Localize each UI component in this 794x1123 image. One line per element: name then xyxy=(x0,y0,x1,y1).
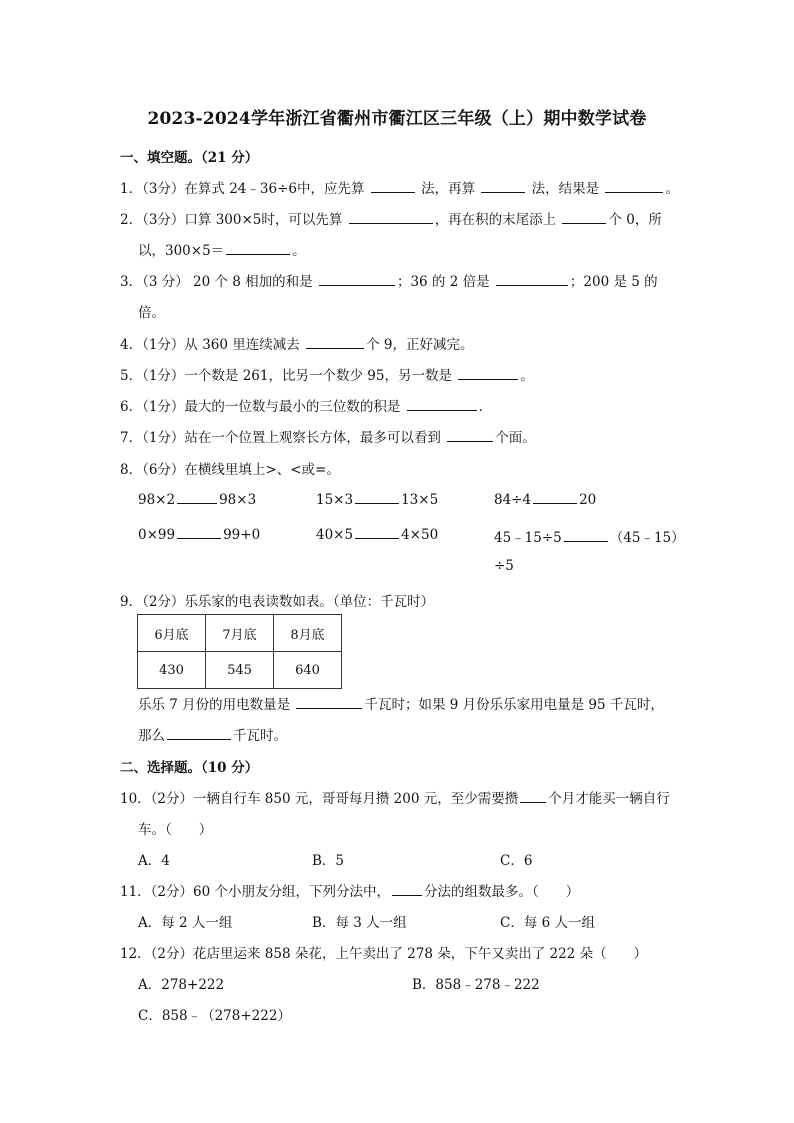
answer-blank[interactable] xyxy=(458,367,518,380)
q2-text-b: ，再在积的末尾添上 xyxy=(434,212,557,228)
comparison-right: 99+0 xyxy=(223,527,261,543)
comparison-right: 13×5 xyxy=(401,492,439,508)
q2-text-e: 。 xyxy=(292,243,306,259)
q10-text-a: 10．（2分）一辆自行车 850 元，哥哥每月攒 200 元，至少需要攒 xyxy=(120,791,519,807)
answer-blank[interactable] xyxy=(371,180,415,193)
question-4 xyxy=(120,333,473,353)
option-c[interactable]: C．858﹣（278+222） xyxy=(138,1008,291,1024)
table-header-cell: 8月底 xyxy=(274,615,342,652)
answer-blank[interactable] xyxy=(562,211,606,224)
option-b[interactable]: B．858﹣278﹣222 xyxy=(412,977,540,993)
comparison-continued: ÷5 xyxy=(494,558,514,574)
comparison-right: 98×3 xyxy=(219,492,257,508)
comparison-item xyxy=(138,491,256,508)
comparison-right: （45﹣15） xyxy=(609,530,685,546)
answer-blank[interactable] xyxy=(447,429,493,442)
q2-text-d: 以，300×5＝ xyxy=(138,243,225,259)
q11-text-b: 分法的组数最多。（ ） xyxy=(424,884,580,900)
question-2 xyxy=(120,208,662,228)
question-12: 12．（2分）花店里运来 858 朵花，上午卖出了 278 朵，下午又卖出了 222 朵（ ） xyxy=(120,946,648,962)
question-11 xyxy=(120,880,579,900)
question-10 xyxy=(120,787,670,807)
comparison-left: 40×5 xyxy=(316,527,354,543)
q11-text-a: 11．（2分）60 个小朋友分组，下列分法中， xyxy=(120,884,390,900)
answer-blank[interactable] xyxy=(481,180,525,193)
q9-text-c: 千瓦时；如果 9 月份乐乐家用电量是 95 千瓦时， xyxy=(364,697,664,713)
comparison-item xyxy=(494,491,596,508)
option-b[interactable]: B．5 xyxy=(312,853,345,869)
comparison-right: 20 xyxy=(579,492,597,508)
table-cell: 430 xyxy=(138,652,206,689)
section-choice-header: 二、选择题。（10 分） xyxy=(120,760,259,776)
option-a[interactable]: A．278+222 xyxy=(138,977,225,993)
table-header-cell: 6月底 xyxy=(138,615,206,652)
answer-blank[interactable] xyxy=(177,526,221,539)
answer-blank[interactable] xyxy=(306,336,364,349)
q9-text-e: 千瓦时。 xyxy=(233,728,287,744)
q3-text-a: 3．（3 分） 20 个 8 相加的和是 xyxy=(120,274,313,290)
question-10-continued: 车。（ ） xyxy=(138,822,213,838)
section-fill-in-header: 一、填空题。（21 分） xyxy=(120,150,259,166)
answer-blank[interactable] xyxy=(296,696,362,709)
question-1 xyxy=(120,177,679,197)
q9-text-b: 乐乐 7 月份的用电数量是 xyxy=(138,697,291,713)
q2-text-a: 2．（3分）口算 300×5时，可以先算 xyxy=(120,212,343,228)
table-header-row xyxy=(138,615,342,652)
answer-blank[interactable] xyxy=(392,883,422,896)
q2-text-c: 个 0，所 xyxy=(608,212,662,228)
question-6 xyxy=(120,395,492,415)
option-c[interactable]: C．每 6 人一组 xyxy=(500,915,596,931)
q4-text-b: 个 9，正好减完。 xyxy=(366,337,474,353)
meter-reading-table xyxy=(137,614,342,689)
question-5 xyxy=(120,364,534,384)
q7-text-a: 7．（1分）站在一个位置上观察长方体，最多可以看到 xyxy=(120,430,441,446)
question-3 xyxy=(120,270,658,290)
q3-text-b: ；36 的 2 倍是 xyxy=(396,274,490,290)
comparison-item xyxy=(316,526,438,543)
q1-text-a: 1．（3分）在算式 24﹣36÷6中，应先算 xyxy=(120,181,365,197)
q5-text-a: 5．（1分）一个数是 261，比另一个数少 95，另一数是 xyxy=(120,368,452,384)
comparison-left: 0×99 xyxy=(138,527,176,543)
comparison-item xyxy=(494,526,685,546)
answer-blank[interactable] xyxy=(177,491,217,504)
answer-blank[interactable] xyxy=(533,491,577,504)
answer-blank[interactable] xyxy=(226,242,290,255)
answer-blank[interactable] xyxy=(349,211,433,224)
question-7 xyxy=(120,426,536,446)
comparison-left: 98×2 xyxy=(138,492,176,508)
option-c[interactable]: C．6 xyxy=(500,853,533,869)
q5-text-b: 。 xyxy=(520,368,534,384)
q4-text-a: 4．（1分）从 360 里连续减去 xyxy=(120,337,300,353)
table-cell: 545 xyxy=(206,652,274,689)
question-8: 8．（6分）在横线里填上>、<或=。 xyxy=(120,462,340,478)
answer-blank[interactable] xyxy=(407,398,477,411)
question-2-continued xyxy=(138,239,306,259)
comparison-left: 45﹣15÷5 xyxy=(494,530,562,546)
question-9-continued xyxy=(138,693,664,713)
table-cell: 640 xyxy=(274,652,342,689)
q10-text-b: 个月才能买一辆自行 xyxy=(548,791,670,807)
q1-text-c: 法，结果是 xyxy=(531,181,600,197)
comparison-left: 15×3 xyxy=(316,492,354,508)
answer-blank[interactable] xyxy=(564,529,608,542)
option-b[interactable]: B．每 3 人一组 xyxy=(312,915,407,931)
question-3-continued: 倍。 xyxy=(138,305,165,321)
exam-title: 2023-2024学年浙江省衢州市衢江区三年级（上）期中数学试卷 xyxy=(147,109,647,129)
answer-blank[interactable] xyxy=(355,526,399,539)
comparison-left: 84÷4 xyxy=(494,492,532,508)
q3-text-c: ；200 是 5 的 xyxy=(569,274,658,290)
option-a[interactable]: A．4 xyxy=(138,853,170,869)
q6-text-b: ． xyxy=(478,399,493,415)
q1-text-d: 。 xyxy=(665,181,679,197)
q6-text-a: 6．（1分）最大的一位数与最小的三位数的积是 xyxy=(120,399,401,415)
q1-text-b: 法，再算 xyxy=(421,181,476,197)
comparison-right: 4×50 xyxy=(401,527,439,543)
answer-blank[interactable] xyxy=(319,273,395,286)
answer-blank[interactable] xyxy=(496,273,568,286)
question-9-continued-2 xyxy=(138,724,287,744)
question-9: 9．（2分）乐乐家的电表读数如表。（单位：千瓦时） xyxy=(120,594,435,610)
comparison-item xyxy=(138,526,260,543)
table-header-cell: 7月底 xyxy=(206,615,274,652)
q7-text-b: 个面。 xyxy=(495,430,536,446)
answer-blank[interactable] xyxy=(605,180,663,193)
answer-blank[interactable] xyxy=(520,790,546,803)
option-a[interactable]: A．每 2 人一组 xyxy=(138,915,233,931)
answer-blank[interactable] xyxy=(167,727,231,740)
comparison-item xyxy=(316,491,438,508)
q9-text-d: 那么 xyxy=(138,728,165,744)
answer-blank[interactable] xyxy=(355,491,399,504)
table-row xyxy=(138,652,342,689)
